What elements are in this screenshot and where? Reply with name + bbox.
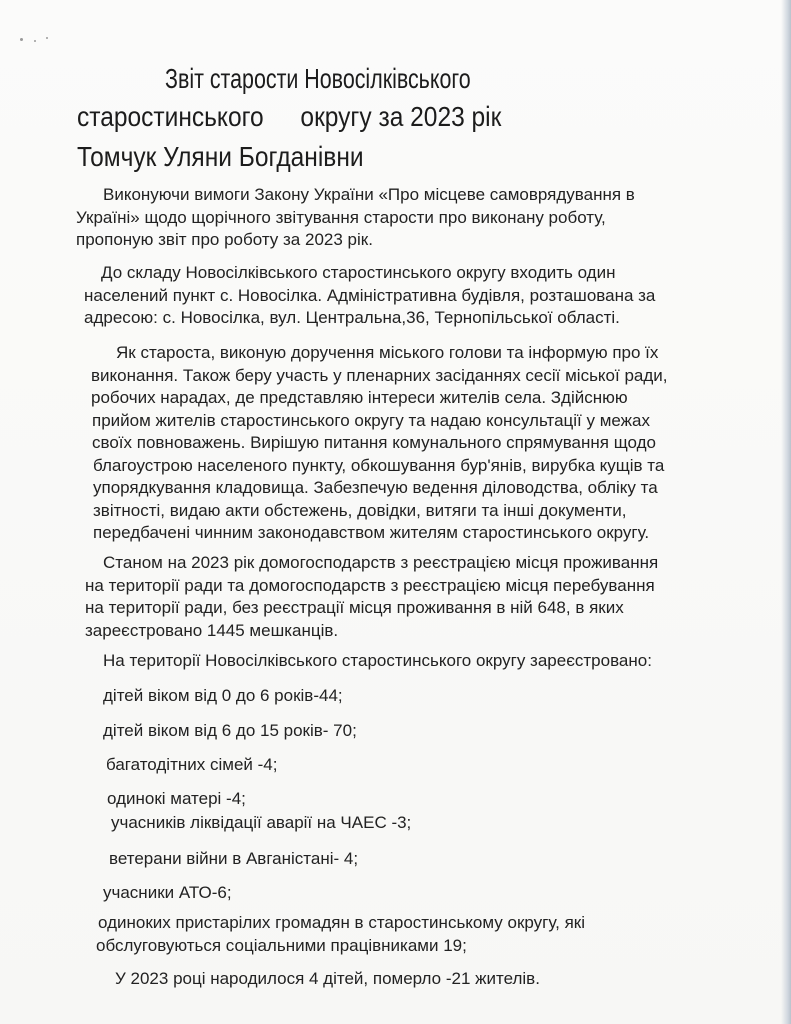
text-line: пропоную звіт про роботу за 2023 рік. [76, 230, 373, 249]
scan-edge-shadow [781, 0, 791, 1024]
text-line: звітності, видаю акти обстежень, довідки, витяги та інші документи, [93, 500, 627, 520]
scan-speck [34, 40, 36, 42]
scan-speck [20, 38, 23, 41]
text-line: обслуговуються соціальними працівниками 19; [96, 935, 467, 955]
report-title-line-2 [77, 100, 770, 134]
text-line: своїх повноважень. Вирішую питання комунального спрямування щодо [92, 433, 656, 452]
scan-speck [46, 37, 48, 39]
paragraph-3 [88, 342, 668, 545]
paragraph-4 [85, 552, 659, 642]
report-title-author: Томчук Уляни Богданівни [77, 141, 364, 172]
registered-item: дітей віком від 0 до 6 років-44; [103, 686, 343, 705]
text-line: виконання. Також беру участь у пленарних засіданнях сесії міської ради, [91, 365, 668, 385]
text-line: передбачені чинним законодавством жителям старостинського округу. [93, 523, 650, 542]
report-title-line-2a: старостинського [77, 101, 264, 132]
text-line: благоустрою населеного пункту, обкошування бур'янів, вирубка кущів та [93, 455, 665, 475]
paragraph-5 [98, 912, 585, 957]
registered-item: учасники АТО-6; [103, 883, 232, 902]
registered-item: ветерани війни в Авганістані- 4; [109, 849, 359, 868]
text-line: одиноких пристарілих громадян в старостинському округу, які [98, 913, 586, 932]
text-line: на території ради, без реєстрації місця проживання в ній 648, в яких [85, 598, 624, 617]
registered-item: учасників ліквідації аварії на ЧАЕС -3; [111, 813, 412, 832]
text-line: Виконуючи вимоги Закону України «Про місцеве самоврядування в [103, 185, 635, 204]
registered-item: одинокі матері -4; [107, 789, 246, 808]
text-line: зареєстровано 1445 мешканців. [85, 620, 339, 640]
text-line: До складу Новосілківського старостинського округу входить один [101, 263, 616, 282]
text-line: адресою: с. Новосілка, вул. Центральна,36, Тернопільської області. [84, 308, 620, 327]
registered-item: багатодітних сімей -4; [106, 755, 278, 774]
text-line: на території ради та домогосподарств з реєстрацією місця перебування [85, 575, 655, 595]
registered-item: дітей віком від 6 до 15 років- 70; [103, 721, 357, 740]
text-line: Як староста, виконую доручення міського голови та інформую про їх [116, 343, 659, 362]
paragraph-1 [76, 184, 635, 252]
text-line: прийом жителів старостинського округу та надаю консультації у межах [92, 410, 650, 430]
report-title-line-1: Звіт старости Новосілківського [165, 63, 471, 94]
registered-intro: На території Новосілківського старостинського округу зареєстровано: [103, 651, 652, 670]
paragraph-6: У 2023 році народилося 4 дітей, померло -21 жителів. [115, 969, 540, 988]
text-line: робочих нарадах, де представляю інтереси жителів села. Здійснюю [91, 388, 628, 407]
text-line: Станом на 2023 рік домогосподарств з реєстрацією місця проживання [103, 553, 659, 572]
text-line: населений пункт с. Новосілка. Адміністративна будівля, розташована за [84, 285, 656, 305]
text-line: Україні» щодо щорічного звітування старости про виконану роботу, [76, 207, 606, 227]
report-title-line-2b: округу за 2023 рік [300, 101, 502, 132]
paragraph-2 [84, 262, 656, 330]
text-line: упорядкування кладовища. Забезпечую ведення діловодства, обліку та [93, 478, 658, 497]
